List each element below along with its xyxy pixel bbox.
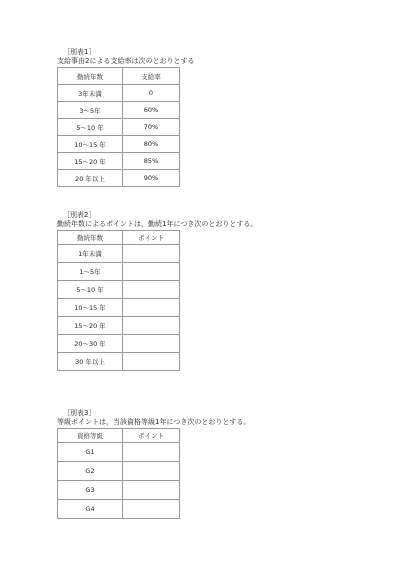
table-cell: 30 年以上 — [58, 353, 123, 371]
table-cell — [123, 481, 180, 500]
service-years-point-table — [57, 230, 180, 371]
column-header: 資格等級 — [58, 429, 123, 443]
table-cell: 15～20 年 — [58, 153, 123, 170]
table-row — [58, 102, 180, 119]
table-cell: G3 — [58, 481, 123, 500]
table-row — [58, 500, 180, 519]
section-description: 等級ポイントは，当該資格等級1年につき次のとおりとする。 — [57, 418, 251, 426]
column-header: 支給率 — [123, 68, 180, 85]
table-row — [58, 443, 180, 462]
table-row — [58, 245, 180, 263]
table-cell — [123, 281, 180, 299]
table-cell: G4 — [58, 500, 123, 519]
table-cell: 10～15 年 — [58, 136, 123, 153]
table-cell: 15～20 年 — [58, 317, 123, 335]
column-header: ポイント — [123, 231, 180, 245]
table-cell: 80% — [123, 136, 180, 153]
table-cell: 60% — [123, 102, 180, 119]
table-cell — [123, 263, 180, 281]
table-cell: 3～5年 — [58, 102, 123, 119]
table-row — [58, 263, 180, 281]
table-cell — [123, 500, 180, 519]
payment-rate-table — [57, 67, 180, 187]
table-header-row — [58, 429, 180, 443]
column-header: 勤続年数 — [58, 68, 123, 85]
table-header-row — [58, 231, 180, 245]
table-cell — [123, 462, 180, 481]
grade-point-table — [57, 428, 180, 519]
table-cell: G2 — [58, 462, 123, 481]
table-cell: 1～5年 — [58, 263, 123, 281]
table-row — [58, 299, 180, 317]
table-cell: 10～15 年 — [58, 299, 123, 317]
table-cell — [123, 353, 180, 371]
table-cell — [123, 245, 180, 263]
table-cell: 0 — [123, 85, 180, 102]
table-cell — [123, 443, 180, 462]
section-title: ［別表3］ — [63, 409, 96, 417]
column-header: 勤続年数 — [58, 231, 123, 245]
table-row — [58, 85, 180, 102]
table-cell — [123, 335, 180, 353]
section-description: 勤続年数によるポイントは，勤続1年につき次のとおりとする。 — [57, 220, 258, 228]
table-row — [58, 281, 180, 299]
table-cell: 20～30 年 — [58, 335, 123, 353]
table-cell: 90% — [123, 170, 180, 187]
table-row — [58, 119, 180, 136]
section-title: ［別表2］ — [63, 211, 96, 219]
table-row — [58, 335, 180, 353]
table-row — [58, 353, 180, 371]
column-header: ポイント — [123, 429, 180, 443]
table-cell: G1 — [58, 443, 123, 462]
table-row — [58, 170, 180, 187]
appendix-table-2-section — [57, 211, 257, 371]
table-cell: 20 年以上 — [58, 170, 123, 187]
section-description: 支給事由2による支給率は次のとおりとする — [57, 57, 195, 65]
table-cell — [123, 317, 180, 335]
table-cell: 3年未満 — [58, 85, 123, 102]
table-row — [58, 481, 180, 500]
table-row — [58, 462, 180, 481]
table-row — [58, 153, 180, 170]
table-header-row — [58, 68, 180, 85]
appendix-table-1-section — [57, 48, 194, 187]
table-row — [58, 136, 180, 153]
section-title: ［別表1］ — [63, 48, 96, 56]
table-cell: 5～10 年 — [58, 119, 123, 136]
table-cell: 5～10 年 — [58, 281, 123, 299]
table-cell: 70% — [123, 119, 180, 136]
table-cell: 85% — [123, 153, 180, 170]
appendix-table-3-section — [57, 409, 250, 519]
table-cell: 1年未満 — [58, 245, 123, 263]
table-cell — [123, 299, 180, 317]
table-row — [58, 317, 180, 335]
